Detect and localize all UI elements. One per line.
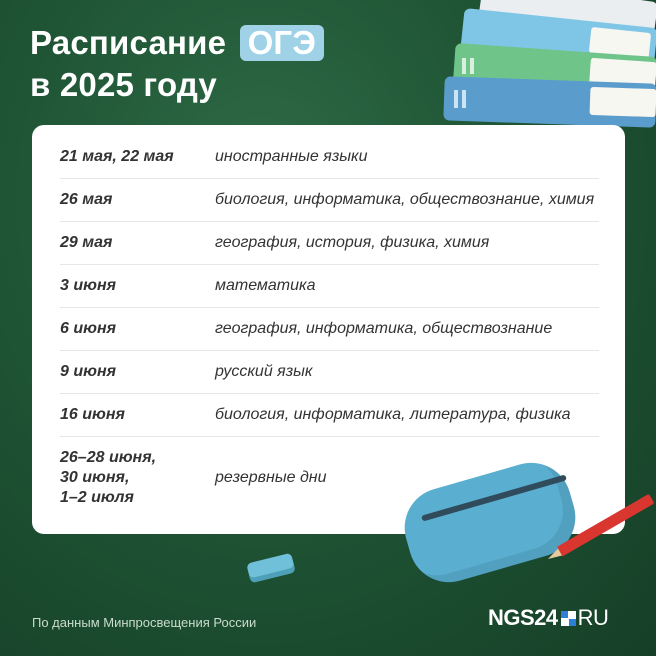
exam-date: 26 мая [60,190,113,208]
ngs24-logo [488,605,608,631]
page-title [30,22,324,106]
schedule-row [60,307,599,351]
schedule-row [60,393,599,437]
exam-date-line: 1–2 июля [60,489,134,506]
exam-date-line: 26–28 июня, [60,449,157,466]
ngs24-logo-square-icon [561,611,576,626]
exam-subjects: иностранные языки [215,147,368,165]
exam-subjects: математика [215,276,316,294]
schedule-row [60,264,599,308]
source-note: По данным Минпросвещения России [32,615,257,630]
schedule-row [60,178,599,222]
exam-subjects: русский язык [215,362,313,380]
exam-date: 9 июня [60,362,117,380]
exam-date: 16 июня [60,405,125,423]
exam-date: 6 июня [60,319,117,337]
schedule-row [60,350,599,394]
exam-date: 21 мая, 22 мая [60,147,174,165]
exam-date [60,448,215,508]
oge-badge: ОГЭ [240,25,324,61]
logo-suffix: RU [577,605,609,630]
exam-subjects: биология, информатика, литература, физика [215,405,571,423]
eraser-icon [246,553,295,584]
exam-subjects: география, информатика, обществознание [215,319,553,337]
exam-subjects: география, история, физика, химия [215,233,490,251]
title-text: Расписание [30,24,227,61]
books-stack-icon [440,0,656,124]
exam-date: 29 мая [60,233,113,251]
logo-text: NGS24 [488,605,558,630]
exam-subjects: биология, информатика, обществознание, химия [215,190,595,208]
exam-date: 3 июня [60,276,117,294]
exam-date-line: 30 июня, [60,469,130,486]
schedule-row [60,135,599,179]
title-year: в 2025 году [30,66,217,103]
schedule-row [60,221,599,265]
exam-subjects: резервные дни [215,469,327,486]
